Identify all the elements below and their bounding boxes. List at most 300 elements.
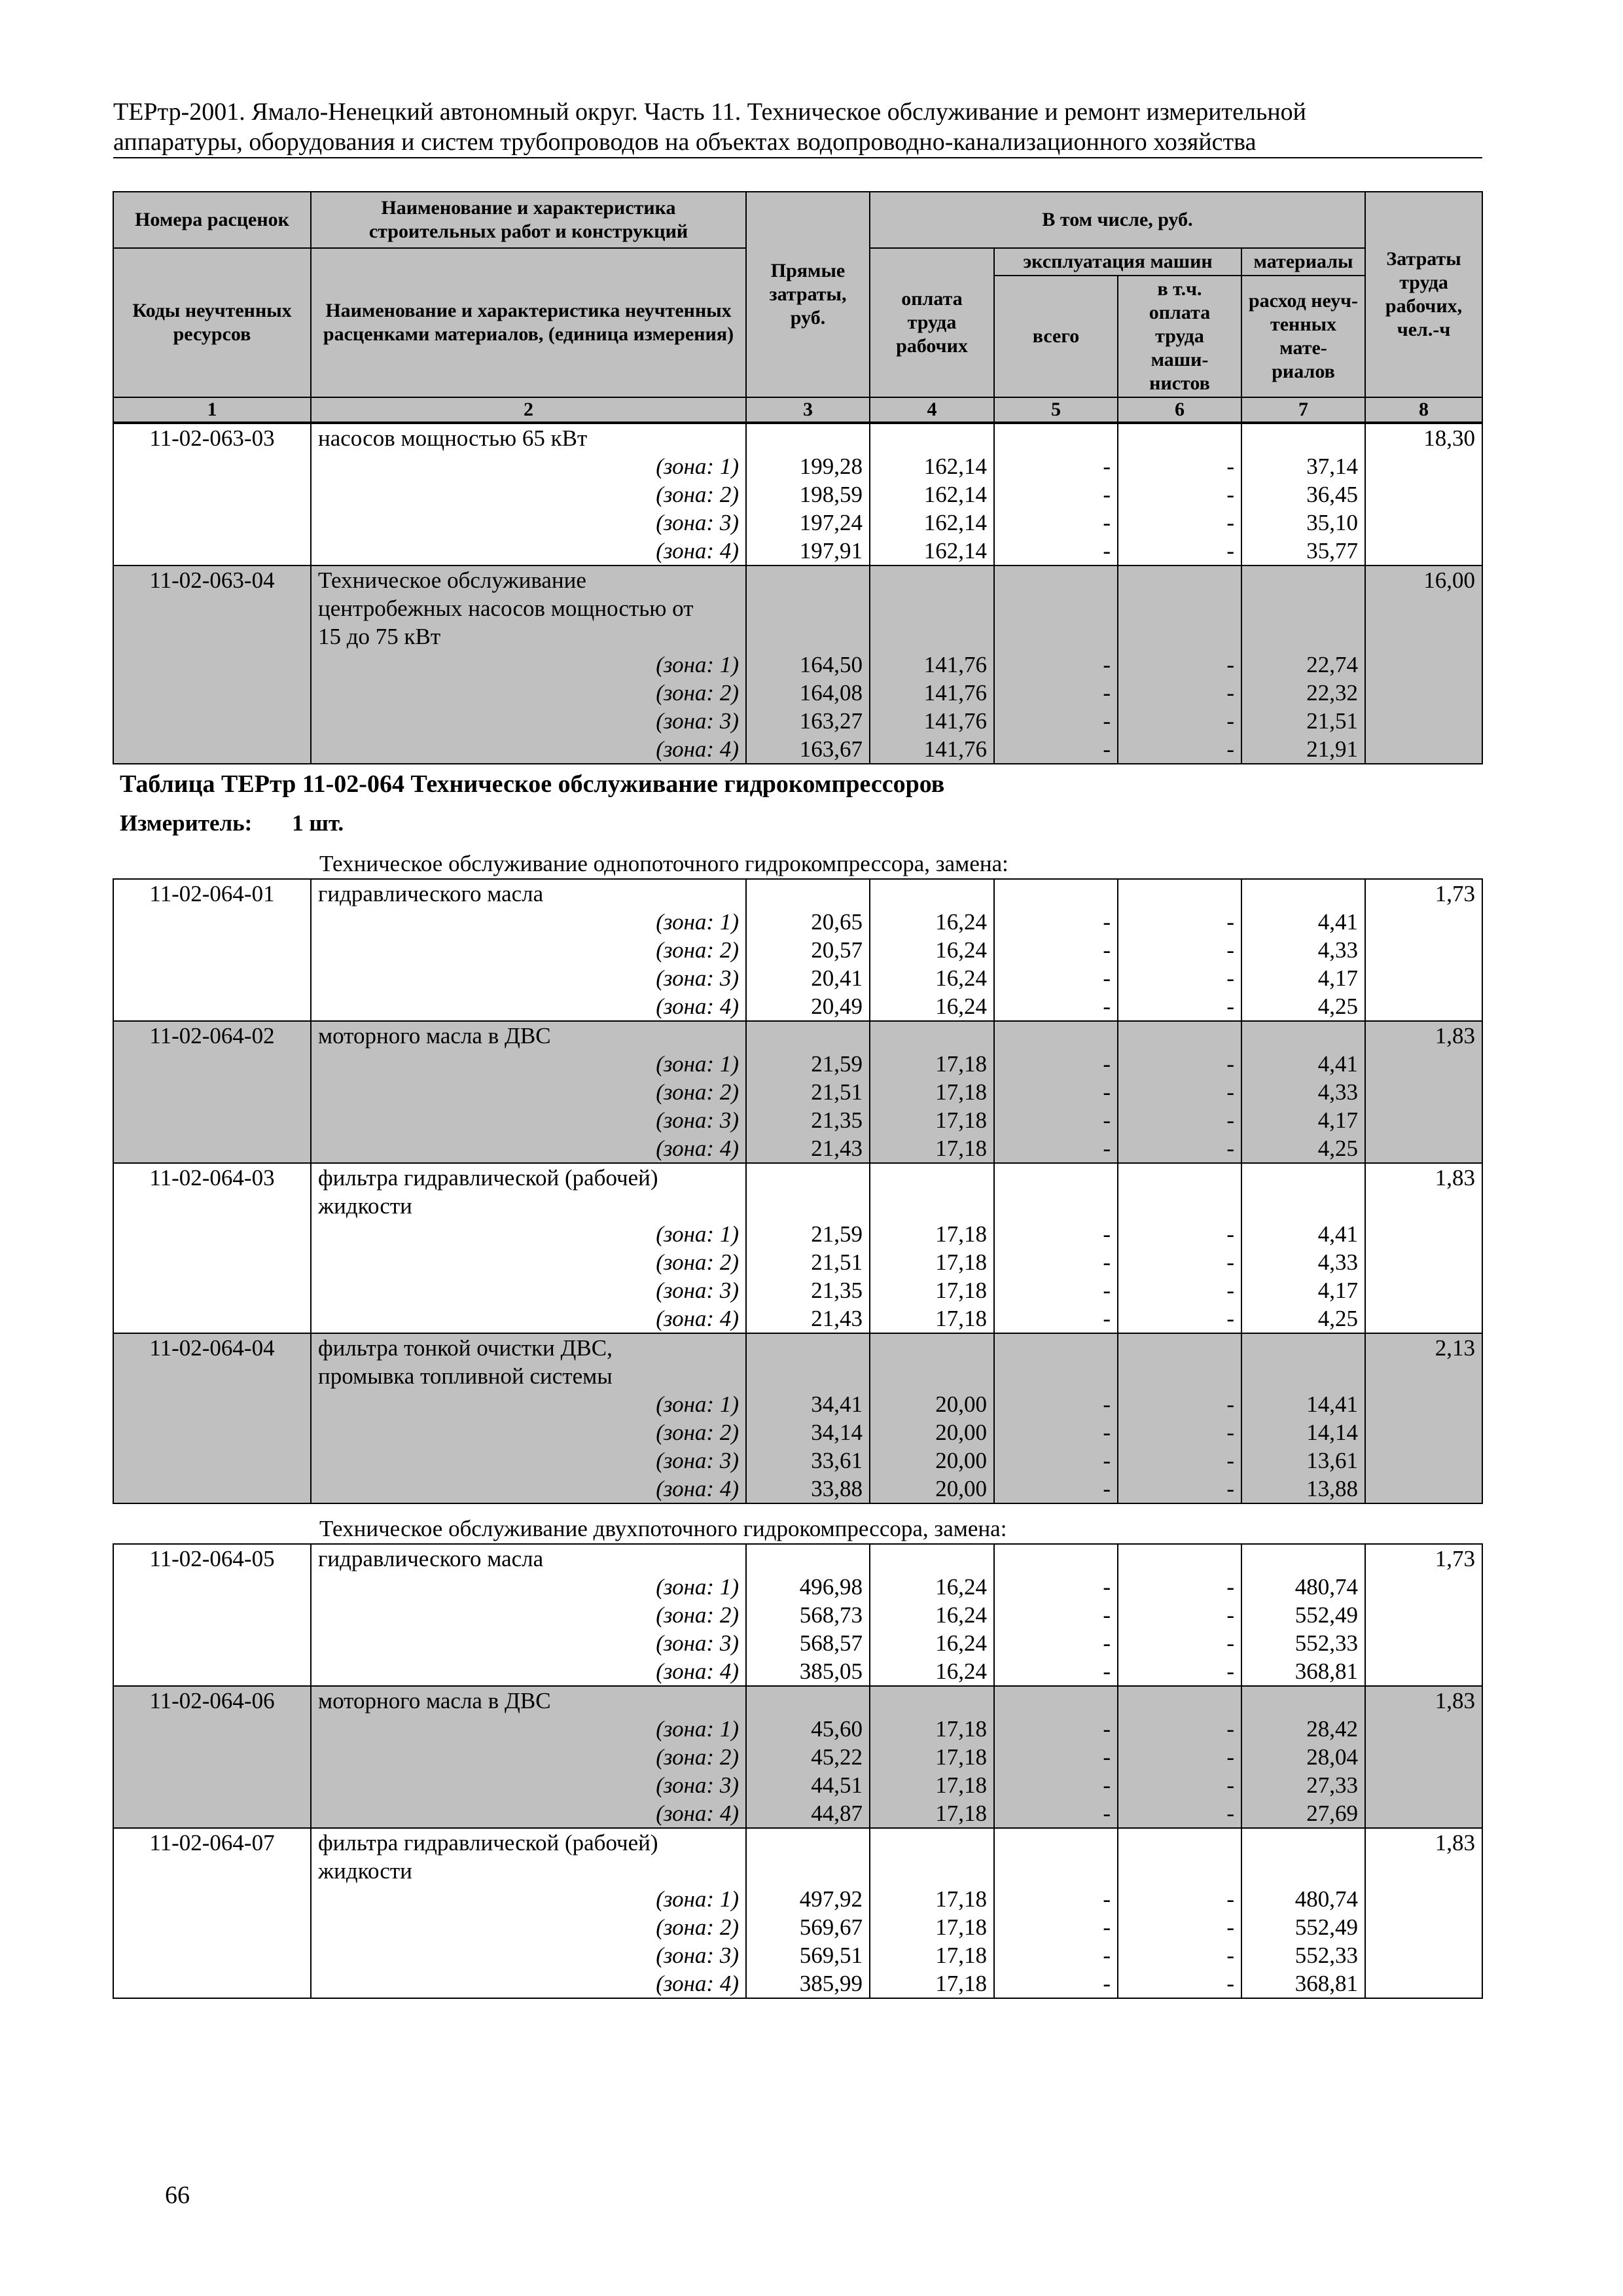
header-unaccounted-materials: расход неуч-тенных мате-риалов: [1241, 276, 1365, 397]
cell-name: (зона: 1): [311, 651, 746, 679]
table-row: [113, 992, 1482, 1021]
cell-name: (зона: 2): [311, 1743, 746, 1771]
measurer: [120, 810, 344, 836]
cell-worker-pay: 17,18: [870, 1969, 994, 1998]
table-row: [113, 1857, 1482, 1885]
cell-name: моторного масла в ДВС: [311, 1686, 746, 1715]
cell-machines-total: -: [994, 1475, 1118, 1503]
cell-worker-pay: [870, 1163, 994, 1192]
cell-materials: 552,49: [1241, 1913, 1365, 1941]
cell-machinist-pay: -: [1118, 1941, 1241, 1969]
cell-worker-pay: 20,00: [870, 1418, 994, 1446]
cell-machines-total: -: [994, 1446, 1118, 1475]
cell-materials: 13,61: [1241, 1446, 1365, 1475]
cell-direct-costs: 163,27: [746, 707, 870, 735]
cell-labor-hours: [1365, 1106, 1482, 1134]
cell-labor-hours: 16,00: [1365, 565, 1482, 594]
cell-machines-total: -: [994, 1106, 1118, 1134]
cell-name: (зона: 3): [311, 1941, 746, 1969]
cell-materials: 4,33: [1241, 1078, 1365, 1106]
cell-materials: [1241, 1828, 1365, 1857]
table-row: [113, 1573, 1482, 1601]
cell-direct-costs: 44,51: [746, 1771, 870, 1799]
cell-code: [113, 1192, 311, 1220]
cell-machines-total: -: [994, 509, 1118, 537]
cell-name: (зона: 2): [311, 1078, 746, 1106]
cell-worker-pay: 16,24: [870, 1629, 994, 1657]
cell-machines-total: -: [994, 651, 1118, 679]
cell-machinist-pay: -: [1118, 679, 1241, 707]
cell-worker-pay: 16,24: [870, 1573, 994, 1601]
cell-code: [113, 1913, 311, 1941]
cell-direct-costs: 45,22: [746, 1743, 870, 1771]
cell-materials: [1241, 594, 1365, 622]
cell-direct-costs: 164,50: [746, 651, 870, 679]
cell-name: (зона: 3): [311, 1276, 746, 1304]
cell-labor-hours: [1365, 936, 1482, 964]
cell-machines-total: -: [994, 1304, 1118, 1333]
cell-labor-hours: [1365, 1941, 1482, 1969]
table-row: [113, 1192, 1482, 1220]
cell-name: (зона: 2): [311, 1913, 746, 1941]
cell-code: [113, 452, 311, 480]
table-row: [113, 735, 1482, 764]
cell-machinist-pay: [1118, 1857, 1241, 1885]
data-table: [113, 423, 1483, 764]
cell-labor-hours: [1365, 964, 1482, 992]
cell-materials: 4,41: [1241, 908, 1365, 936]
cell-name: (зона: 3): [311, 1106, 746, 1134]
cell-code: [113, 1885, 311, 1913]
cell-machinist-pay: -: [1118, 452, 1241, 480]
cell-labor-hours: [1365, 1969, 1482, 1998]
cell-name: (зона: 3): [311, 1446, 746, 1475]
cell-machines-total: -: [994, 992, 1118, 1021]
cell-name: (зона: 4): [311, 1969, 746, 1998]
cell-name: моторного масла в ДВС: [311, 1021, 746, 1050]
cell-code: [113, 1220, 311, 1248]
cell-labor-hours: [1365, 1885, 1482, 1913]
cell-labor-hours: [1365, 1743, 1482, 1771]
cell-code: [113, 480, 311, 509]
cell-machinist-pay: [1118, 1163, 1241, 1192]
cell-name: (зона: 1): [311, 1715, 746, 1743]
header-machinist-pay: в т.ч. оплата труда маши-нистов: [1118, 276, 1241, 397]
cell-name: (зона: 2): [311, 679, 746, 707]
cell-direct-costs: 197,91: [746, 537, 870, 565]
cell-name: 15 до 75 кВт: [311, 622, 746, 651]
cell-materials: 4,25: [1241, 1134, 1365, 1163]
table-row: [113, 707, 1482, 735]
cell-worker-pay: [870, 879, 994, 908]
cell-code: [113, 651, 311, 679]
cell-direct-costs: [746, 594, 870, 622]
cell-direct-costs: [746, 565, 870, 594]
cell-labor-hours: 1,83: [1365, 1021, 1482, 1050]
cell-direct-costs: 21,59: [746, 1050, 870, 1078]
cell-materials: 28,04: [1241, 1743, 1365, 1771]
cell-code: 11-02-064-02: [113, 1021, 311, 1050]
cell-direct-costs: 496,98: [746, 1573, 870, 1601]
cell-labor-hours: [1365, 1857, 1482, 1885]
cell-machines-total: -: [994, 707, 1118, 735]
cell-materials: 4,33: [1241, 1248, 1365, 1276]
cell-code: [113, 1276, 311, 1304]
cell-labor-hours: 1,83: [1365, 1163, 1482, 1192]
table-row: [113, 1601, 1482, 1629]
cell-direct-costs: [746, 1163, 870, 1192]
table-row: [113, 509, 1482, 537]
cell-direct-costs: 21,51: [746, 1078, 870, 1106]
cell-machines-total: [994, 1192, 1118, 1220]
table-header: [113, 191, 1483, 423]
cell-labor-hours: [1365, 622, 1482, 651]
cell-direct-costs: 21,59: [746, 1220, 870, 1248]
cell-name: (зона: 2): [311, 1248, 746, 1276]
table-row: [113, 1078, 1482, 1106]
table-row: [113, 1276, 1482, 1304]
cell-worker-pay: 17,18: [870, 1771, 994, 1799]
page-number: 66: [165, 2181, 190, 2209]
cell-worker-pay: [870, 1333, 994, 1362]
cell-name: Техническое обслуживание: [311, 565, 746, 594]
cell-code: [113, 908, 311, 936]
cell-code: [113, 1771, 311, 1799]
cell-worker-pay: 17,18: [870, 1304, 994, 1333]
cell-code: [113, 622, 311, 651]
cell-materials: 4,25: [1241, 992, 1365, 1021]
cell-materials: 480,74: [1241, 1573, 1365, 1601]
cell-machines-total: [994, 1021, 1118, 1050]
cell-labor-hours: [1365, 480, 1482, 509]
table-row: [113, 1544, 1482, 1573]
cell-machines-total: -: [994, 735, 1118, 764]
cell-name: (зона: 3): [311, 1771, 746, 1799]
table-row: [113, 651, 1482, 679]
cell-name: (зона: 1): [311, 1050, 746, 1078]
cell-code: [113, 1078, 311, 1106]
cell-worker-pay: 17,18: [870, 1941, 994, 1969]
cell-machinist-pay: -: [1118, 1629, 1241, 1657]
cell-machinist-pay: -: [1118, 992, 1241, 1021]
table-row: [113, 964, 1482, 992]
cell-worker-pay: 141,76: [870, 651, 994, 679]
cell-code: [113, 1799, 311, 1828]
cell-code: [113, 1657, 311, 1686]
cell-machines-total: [994, 1544, 1118, 1573]
table-row: [113, 1446, 1482, 1475]
cell-direct-costs: 33,88: [746, 1475, 870, 1503]
cell-machinist-pay: -: [1118, 936, 1241, 964]
cell-worker-pay: [870, 1021, 994, 1050]
cell-machines-total: -: [994, 1715, 1118, 1743]
cell-labor-hours: 1,73: [1365, 879, 1482, 908]
table-row: [113, 1743, 1482, 1771]
cell-machinist-pay: -: [1118, 1573, 1241, 1601]
cell-direct-costs: 21,35: [746, 1276, 870, 1304]
cell-materials: 4,25: [1241, 1304, 1365, 1333]
cell-materials: [1241, 423, 1365, 452]
cell-labor-hours: [1365, 1601, 1482, 1629]
cell-machines-total: -: [994, 480, 1118, 509]
cell-direct-costs: [746, 1686, 870, 1715]
cell-machines-total: [994, 1828, 1118, 1857]
cell-direct-costs: 34,14: [746, 1418, 870, 1446]
cell-labor-hours: [1365, 594, 1482, 622]
header-materials: материалы: [1241, 248, 1365, 276]
cell-direct-costs: 199,28: [746, 452, 870, 480]
cell-materials: 27,33: [1241, 1771, 1365, 1799]
cell-machinist-pay: -: [1118, 1475, 1241, 1503]
cell-machinist-pay: [1118, 565, 1241, 594]
cell-machines-total: -: [994, 1418, 1118, 1446]
cell-code: [113, 936, 311, 964]
cell-machinist-pay: [1118, 1192, 1241, 1220]
cell-machines-total: -: [994, 537, 1118, 565]
cell-direct-costs: 20,65: [746, 908, 870, 936]
cell-machines-total: -: [994, 964, 1118, 992]
cell-name: жидкости: [311, 1857, 746, 1885]
cell-code: [113, 509, 311, 537]
cell-worker-pay: 17,18: [870, 1913, 994, 1941]
cell-machines-total: [994, 423, 1118, 452]
cell-materials: [1241, 879, 1365, 908]
table-row: [113, 1475, 1482, 1503]
cell-materials: 14,14: [1241, 1418, 1365, 1446]
table-row: [113, 1657, 1482, 1686]
measurer-value: 1 шт.: [292, 810, 344, 836]
cell-materials: [1241, 1857, 1365, 1885]
cell-materials: [1241, 1333, 1365, 1362]
cell-materials: 13,88: [1241, 1475, 1365, 1503]
cell-machines-total: -: [994, 679, 1118, 707]
cell-direct-costs: 568,73: [746, 1601, 870, 1629]
cell-code: [113, 679, 311, 707]
table-row: [113, 679, 1482, 707]
header-worker-pay: оплата труда рабочих: [870, 248, 994, 397]
cell-labor-hours: 18,30: [1365, 423, 1482, 452]
cell-name: (зона: 3): [311, 1629, 746, 1657]
cell-code: [113, 1418, 311, 1446]
cell-code: 11-02-063-04: [113, 565, 311, 594]
cell-labor-hours: [1365, 1362, 1482, 1390]
cell-machinist-pay: [1118, 1544, 1241, 1573]
cell-direct-costs: 385,99: [746, 1969, 870, 1998]
cell-labor-hours: [1365, 1715, 1482, 1743]
cell-machines-total: [994, 594, 1118, 622]
cell-materials: 552,33: [1241, 1629, 1365, 1657]
cell-direct-costs: 21,51: [746, 1248, 870, 1276]
cell-code: 11-02-064-07: [113, 1828, 311, 1857]
cell-direct-costs: 385,05: [746, 1657, 870, 1686]
cell-name: жидкости: [311, 1192, 746, 1220]
cell-machines-total: -: [994, 1276, 1118, 1304]
cell-code: [113, 1304, 311, 1333]
cell-direct-costs: 21,43: [746, 1304, 870, 1333]
cell-labor-hours: [1365, 1390, 1482, 1418]
cell-machines-total: -: [994, 1629, 1118, 1657]
cell-worker-pay: 162,14: [870, 537, 994, 565]
cell-labor-hours: [1365, 452, 1482, 480]
cell-machines-total: -: [994, 1573, 1118, 1601]
cell-machinist-pay: -: [1118, 1913, 1241, 1941]
table-row: [113, 1333, 1482, 1362]
table-row: [113, 594, 1482, 622]
cell-worker-pay: [870, 423, 994, 452]
cell-labor-hours: [1365, 908, 1482, 936]
cell-machines-total: -: [994, 1220, 1118, 1248]
cell-worker-pay: 162,14: [870, 480, 994, 509]
cell-materials: 480,74: [1241, 1885, 1365, 1913]
cell-direct-costs: 20,57: [746, 936, 870, 964]
cell-machinist-pay: -: [1118, 1078, 1241, 1106]
table-row: [113, 423, 1482, 452]
cell-name: фильтра гидравлической (рабочей): [311, 1163, 746, 1192]
cell-labor-hours: [1365, 1573, 1482, 1601]
cell-machinist-pay: [1118, 1686, 1241, 1715]
cell-machinist-pay: -: [1118, 735, 1241, 764]
cell-machines-total: -: [994, 1248, 1118, 1276]
cell-materials: 552,49: [1241, 1601, 1365, 1629]
cell-materials: [1241, 1544, 1365, 1573]
cell-materials: 28,42: [1241, 1715, 1365, 1743]
cell-code: 11-02-064-04: [113, 1333, 311, 1362]
cell-machines-total: -: [994, 1885, 1118, 1913]
cell-direct-costs: 44,87: [746, 1799, 870, 1828]
measurer-label: Измеритель:: [120, 810, 253, 836]
table-row: [113, 1799, 1482, 1828]
cell-machinist-pay: [1118, 879, 1241, 908]
cell-machines-total: -: [994, 452, 1118, 480]
cell-machinist-pay: -: [1118, 1248, 1241, 1276]
cell-name: насосов мощностью 65 кВт: [311, 423, 746, 452]
cell-machinist-pay: -: [1118, 1220, 1241, 1248]
table-1064-single: [113, 878, 1482, 1504]
cell-machines-total: -: [994, 1078, 1118, 1106]
cell-materials: 27,69: [1241, 1799, 1365, 1828]
table-row: [113, 1941, 1482, 1969]
table-row: [113, 1106, 1482, 1134]
cell-direct-costs: 45,60: [746, 1715, 870, 1743]
table-row: [113, 1913, 1482, 1941]
table-row: [113, 565, 1482, 594]
cell-machinist-pay: -: [1118, 509, 1241, 537]
cell-labor-hours: [1365, 1799, 1482, 1828]
cell-labor-hours: 2,13: [1365, 1333, 1482, 1362]
cell-name: фильтра гидравлической (рабочей): [311, 1828, 746, 1857]
cell-materials: [1241, 1362, 1365, 1390]
cell-direct-costs: 20,41: [746, 964, 870, 992]
cell-worker-pay: [870, 1362, 994, 1390]
table-row: [113, 480, 1482, 509]
cell-machinist-pay: -: [1118, 1771, 1241, 1799]
cell-code: [113, 735, 311, 764]
cell-code: [113, 992, 311, 1021]
cell-code: [113, 1715, 311, 1743]
cell-machines-total: -: [994, 908, 1118, 936]
cell-code: [113, 594, 311, 622]
cell-materials: [1241, 1686, 1365, 1715]
cell-worker-pay: 17,18: [870, 1134, 994, 1163]
cell-name: (зона: 4): [311, 1304, 746, 1333]
cell-worker-pay: 20,00: [870, 1475, 994, 1503]
cell-machines-total: -: [994, 1941, 1118, 1969]
cell-direct-costs: 21,43: [746, 1134, 870, 1163]
cell-labor-hours: [1365, 1134, 1482, 1163]
cell-labor-hours: [1365, 1050, 1482, 1078]
cell-labor-hours: [1365, 1418, 1482, 1446]
cell-materials: 368,81: [1241, 1657, 1365, 1686]
cell-machines-total: [994, 1686, 1118, 1715]
cell-machines-total: [994, 565, 1118, 594]
cell-direct-costs: 164,08: [746, 679, 870, 707]
cell-worker-pay: [870, 1857, 994, 1885]
cell-code: [113, 1362, 311, 1390]
table-row: [113, 1220, 1482, 1248]
cell-labor-hours: 1,83: [1365, 1686, 1482, 1715]
header-column-numbers: 1 2 3 4 5 6 7 8: [113, 397, 1482, 422]
cell-direct-costs: 20,49: [746, 992, 870, 1021]
cell-direct-costs: 198,59: [746, 480, 870, 509]
cell-machinist-pay: -: [1118, 480, 1241, 509]
cell-machinist-pay: -: [1118, 1799, 1241, 1828]
cell-name: гидравлического масла: [311, 879, 746, 908]
cell-materials: [1241, 622, 1365, 651]
cell-machinist-pay: -: [1118, 908, 1241, 936]
cell-labor-hours: [1365, 1475, 1482, 1503]
table-row: [113, 879, 1482, 908]
cell-worker-pay: 17,18: [870, 1885, 994, 1913]
cell-labor-hours: [1365, 1192, 1482, 1220]
cell-machinist-pay: -: [1118, 707, 1241, 735]
cell-machines-total: [994, 1333, 1118, 1362]
data-table: [113, 878, 1483, 1504]
table-row: [113, 1390, 1482, 1418]
cell-code: [113, 1248, 311, 1276]
cell-name: гидравлического масла: [311, 1544, 746, 1573]
cell-machinist-pay: -: [1118, 1418, 1241, 1446]
cell-name: (зона: 3): [311, 509, 746, 537]
cell-worker-pay: 141,76: [870, 735, 994, 764]
header-labor-hours: Затраты труда рабочих, чел.-ч: [1365, 192, 1482, 397]
cell-materials: 22,74: [1241, 651, 1365, 679]
cell-labor-hours: [1365, 651, 1482, 679]
table-row: [113, 1304, 1482, 1333]
cell-labor-hours: [1365, 1771, 1482, 1799]
cell-materials: 35,77: [1241, 537, 1365, 565]
cell-code: [113, 1475, 311, 1503]
cell-machinist-pay: -: [1118, 1885, 1241, 1913]
cell-machines-total: -: [994, 1969, 1118, 1998]
cell-labor-hours: [1365, 992, 1482, 1021]
cell-labor-hours: [1365, 509, 1482, 537]
cell-materials: [1241, 1163, 1365, 1192]
cell-materials: 35,10: [1241, 509, 1365, 537]
cell-machinist-pay: [1118, 1362, 1241, 1390]
cell-code: 11-02-064-05: [113, 1544, 311, 1573]
table-row: [113, 1418, 1482, 1446]
cell-direct-costs: [746, 1021, 870, 1050]
cell-name: центробежных насосов мощностью от: [311, 594, 746, 622]
table-row: [113, 1686, 1482, 1715]
cell-worker-pay: [870, 1686, 994, 1715]
cell-code: 11-02-064-01: [113, 879, 311, 908]
cell-code: 11-02-064-06: [113, 1686, 311, 1715]
cell-machines-total: [994, 1857, 1118, 1885]
cell-machines-total: -: [994, 1134, 1118, 1163]
cell-materials: 36,45: [1241, 480, 1365, 509]
cell-materials: 4,17: [1241, 1106, 1365, 1134]
